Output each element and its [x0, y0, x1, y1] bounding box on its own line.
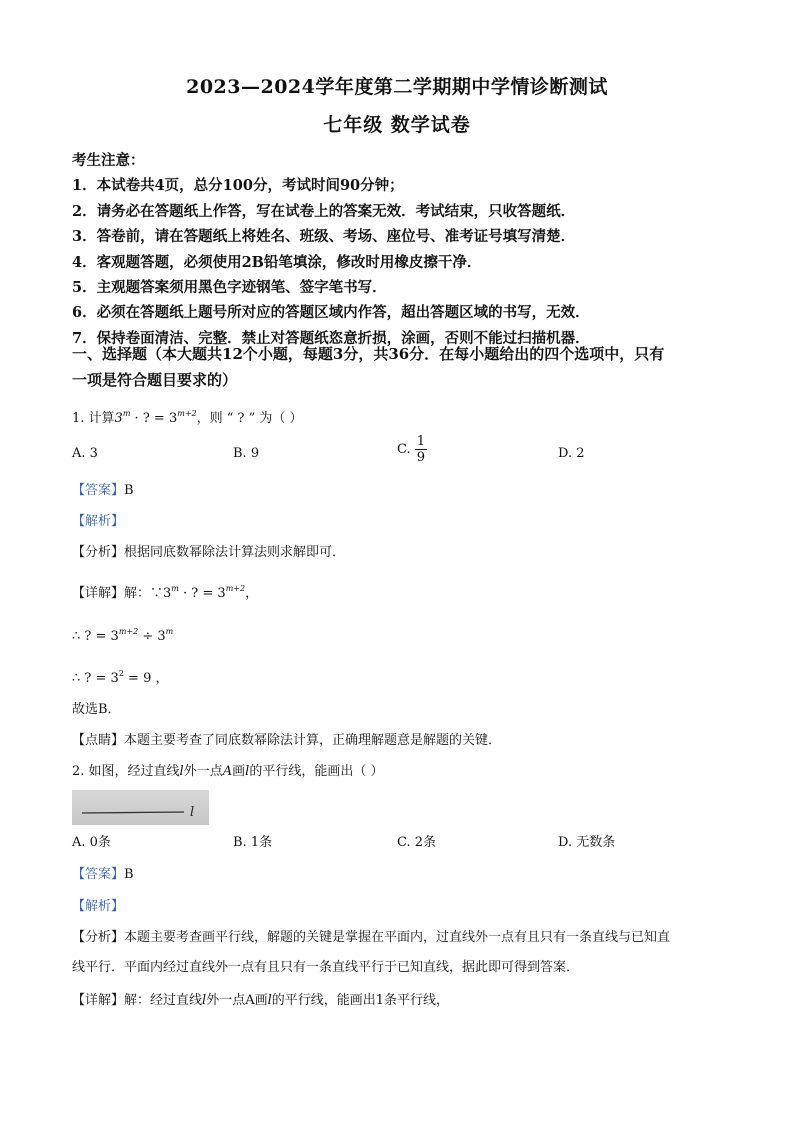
note-item: 2．请务必在答题纸上作答，写在试卷上的答案无效．考试结束，只收答题纸．	[72, 202, 576, 220]
line-l	[82, 812, 184, 813]
step-text: = 9 ，	[123, 671, 169, 686]
fenxi-line-2: 线平行．平面内经过直线外一点有且只有一条直线平行于已知直线，据此即可得到答案．	[72, 960, 580, 975]
q2-text: 外一点	[183, 764, 223, 779]
fenxi-line-1	[72, 926, 722, 950]
q1-conclusion: 故选B．	[72, 702, 121, 717]
q1-exp1: m	[122, 409, 131, 418]
xiangjie-label: 【详解】	[72, 586, 125, 601]
exam-subtitle: 七年级 数学试卷	[323, 114, 471, 136]
q1-suffix: ，则 “ ? ” 为（ ）	[196, 411, 303, 426]
step-exponent: m	[171, 584, 179, 593]
notes-block	[72, 148, 732, 351]
fenxi-text: 根据同底数幂除法计算法则求解即可．	[124, 545, 346, 560]
xiangjie-var-l: l	[267, 993, 272, 1008]
q1-option-d: D. 2	[558, 446, 585, 461]
q1-mid: · ? =	[130, 411, 169, 426]
q1-step-3	[72, 662, 722, 691]
q2-text: 画	[232, 764, 246, 779]
line-figure-svg	[72, 790, 209, 825]
q1-dianjing	[72, 729, 722, 753]
section-line-2: 一项是符合题目要求的）	[72, 371, 238, 389]
xiangjie-text: 外一点A画	[206, 993, 268, 1008]
q1-option-c-fraction	[415, 434, 427, 465]
q2-var-l: l	[179, 764, 184, 779]
q2-option-b: B. 1条	[233, 835, 273, 850]
question-1	[72, 404, 303, 429]
step-text: ∴ ? = 3	[72, 629, 119, 644]
q2-suffix: 的平行线，能画出（ ）	[249, 764, 384, 779]
step-exponent: m+2	[118, 627, 139, 636]
fraction-numerator: 1	[416, 434, 426, 449]
q1-option-c-label: C.	[397, 442, 411, 457]
note-item: 1．本试卷共4页，总分100分，考试时间90分钟；	[72, 177, 404, 195]
step-exponent: 2	[118, 669, 124, 678]
xiangjie-text: 的平行线，能画出1条平行线，	[271, 993, 450, 1008]
step-text: · ? = 3	[178, 586, 226, 601]
section-line-1: 一、选择题（本大题共12个小题，每题3分，共36分．在每小题给出的四个选项中，只有	[72, 345, 665, 363]
line-l-label: l	[190, 805, 195, 820]
q1-step-2	[72, 620, 722, 649]
q2-fenxi	[72, 926, 722, 980]
q2-analysis-label	[72, 897, 124, 917]
xiangjie-text: 解：经过直线	[124, 993, 203, 1008]
q1-analysis-label	[72, 512, 124, 532]
q2-figure	[72, 790, 209, 825]
fenxi-label: 【分析】	[72, 930, 125, 945]
note-item: 4．客观题答题，必须使用2B铅笔填涂，修改时用橡皮擦干净．	[72, 253, 482, 271]
answer-label: 【答案】	[72, 867, 125, 882]
q1-fenxi	[72, 541, 722, 565]
q2-xiangjie	[72, 989, 722, 1013]
note-item: 5．主观题答案须用黑色字迹钢笔、签字笔书写．	[72, 279, 387, 297]
q1-base: 3	[114, 411, 123, 426]
notes-heading: 考生注意：	[72, 152, 145, 169]
analysis-label: 【解析】	[72, 514, 125, 529]
step-text: ，	[245, 586, 259, 601]
q2-option-a: A. 0条	[72, 835, 111, 850]
note-item: 3．答卷前，请在答题纸上将姓名、班级、考场、座位号、准考证号填写清楚．	[72, 228, 576, 246]
q1-option-b: B. 9	[233, 446, 260, 461]
q2-var-a: A	[222, 764, 233, 779]
fenxi-text: 本题主要考查画平行线，解题的关键是掌握在平面内，过直线外一点有且只有一条直线与已知直	[124, 930, 671, 945]
q1-base2: 3	[168, 411, 178, 426]
q1-prefix: 1. 计算	[72, 411, 115, 426]
question-2	[72, 762, 383, 782]
note-item: 7．保持卷面清洁、完整．禁止对答题纸恣意折损，涂画，否则不能过扫描机器．	[72, 329, 590, 347]
answer-value: B	[124, 867, 134, 882]
q1-answer	[72, 481, 134, 501]
q1-exp2: m+2	[177, 409, 197, 418]
xiangjie-label: 【详解】	[72, 993, 125, 1008]
step-exponent: m+2	[225, 584, 246, 593]
q2-option-c: C. 2条	[397, 835, 437, 850]
note-item: 6．必须在答题纸上题号所对应的答题区域内作答，超出答题区域的书写，无效．	[72, 304, 590, 322]
q2-answer	[72, 865, 134, 885]
xiangjie-var-l: l	[202, 993, 207, 1008]
step-exponent: m	[165, 627, 174, 636]
dianjing-text: 本题主要考查了同底数幂除法计算，正确理解题意是解题的关键．	[124, 733, 502, 748]
analysis-label: 【解析】	[72, 899, 125, 914]
step-text: ∴ ? = 3	[72, 671, 119, 686]
answer-value: B	[124, 483, 134, 498]
step-text: ÷ 3	[138, 629, 166, 644]
fraction-denominator: 9	[416, 450, 426, 465]
q1-option-a: A. 3	[72, 446, 98, 461]
q2-option-d: D. 无数条	[558, 835, 616, 850]
exam-title: 2023—2024学年度第二学期期中学情诊断测试	[186, 76, 608, 98]
q2-prefix: 2. 如图，经过直线	[72, 764, 180, 779]
q1-option-c	[397, 434, 427, 465]
section-heading	[72, 341, 732, 393]
step-text: 解：∵3	[124, 586, 172, 601]
answer-label: 【答案】	[72, 483, 125, 498]
q1-step-1	[72, 577, 722, 606]
fenxi-label: 【分析】	[72, 545, 125, 560]
q2-var-l: l	[245, 764, 250, 779]
dianjing-label: 【点睛】	[72, 733, 125, 748]
